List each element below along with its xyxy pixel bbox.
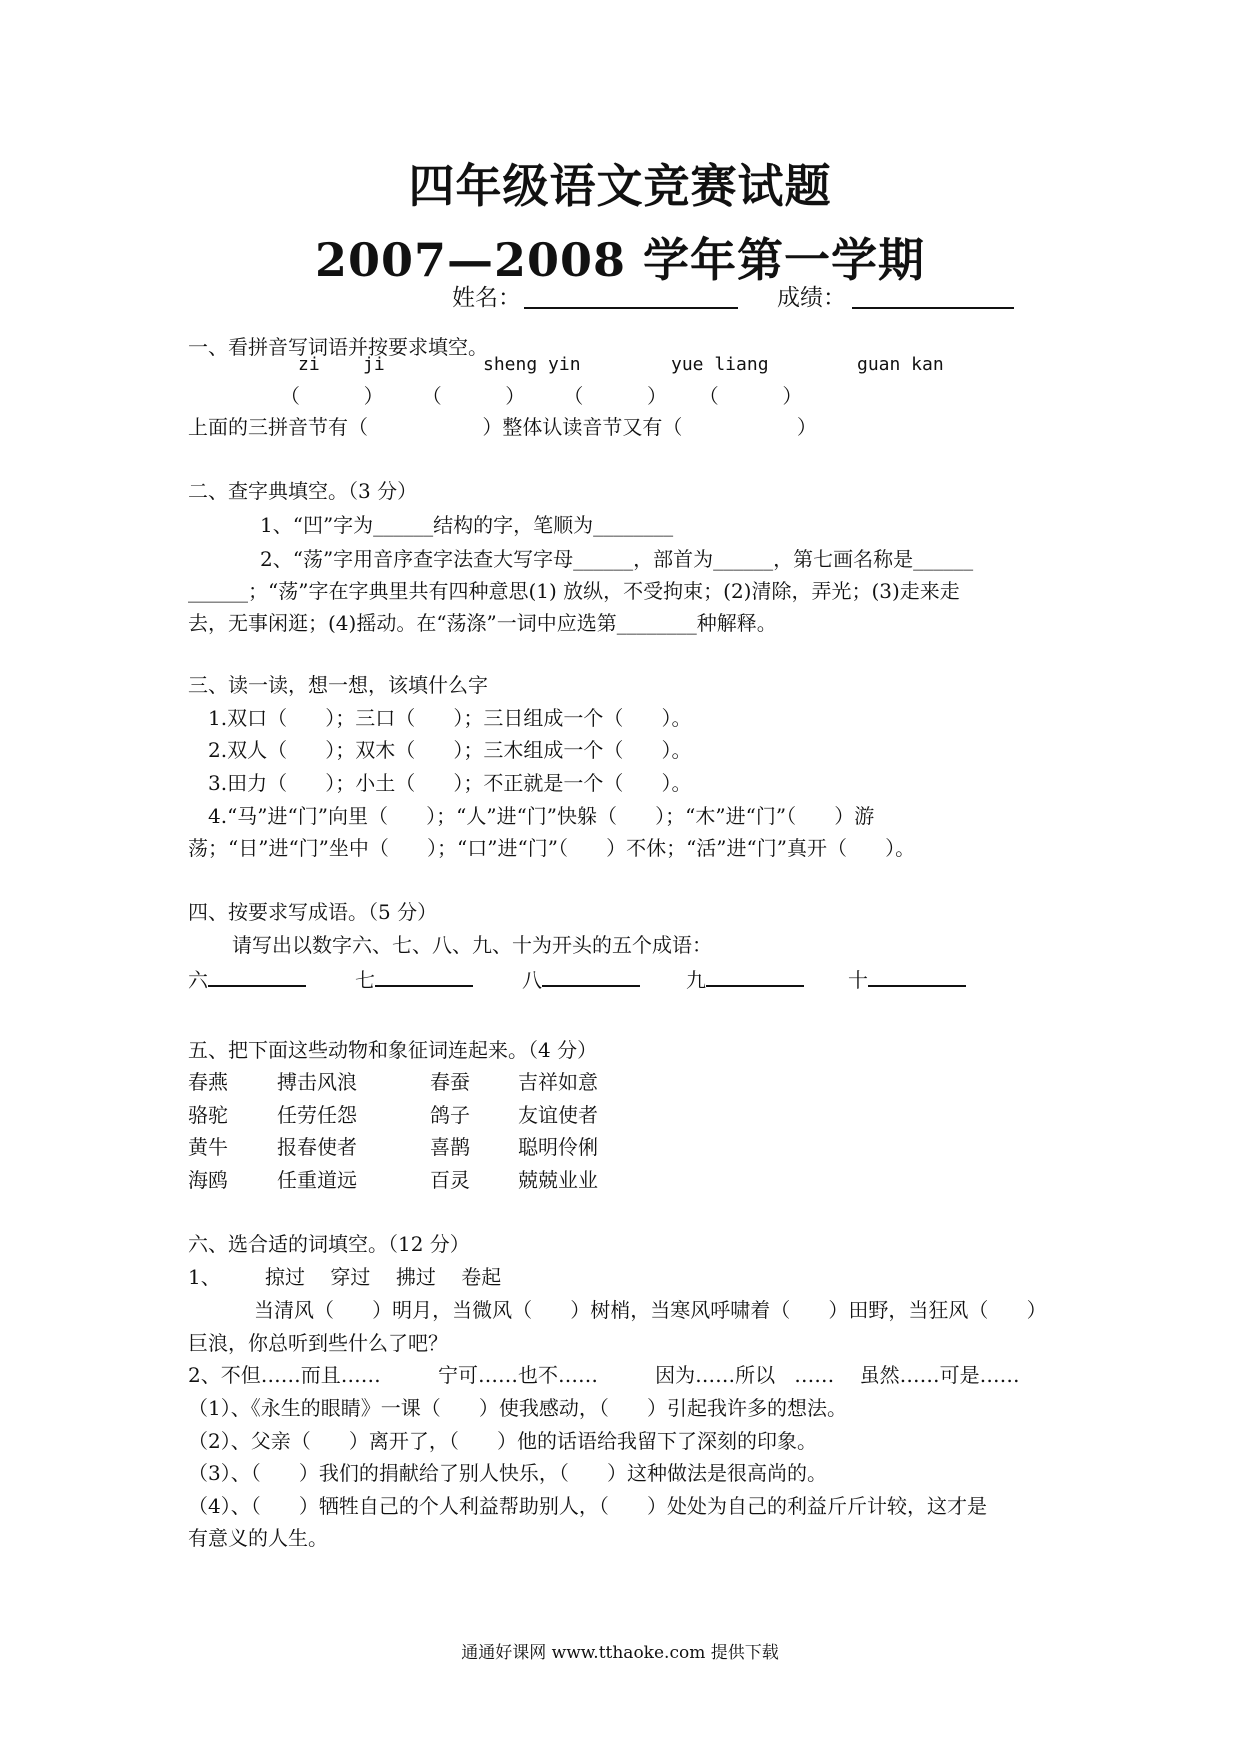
- fill-q2-item-3: （3）、（ ）我们的捐献给了别人快乐，（ ）这种做法是很高尚的。: [188, 1461, 828, 1485]
- idiom-six: 六: [188, 963, 306, 995]
- section-5-heading: 五、把下面这些动物和象征词连起来。（4 分）: [188, 1038, 598, 1062]
- exam-page: 四年级语文竞赛试题 2007—2008 学年第一学期 姓名： 成绩： 一、看拼音写词语并按要求填空。 zi ji sheng yin yue liang guan kan （ ） （ ） （ ） （ ） 上面的三拼音节有（ ）整体认读音节又有（ ） 二、查字典填空。（3 分） 1、“凹”字为______结构的字，笔顺为________ 2、“荡”字用音序查字法查大写字母______，部首为______，第七画名称是______ ______；“荡”字在字典里共有四种意思(1) 放纵，不受拘束；(2)清除，弄光；(3)走来走 去，无事闲逛；(4)摇动。在“荡涤”一词中应选第________种解释。 三、读一读，想一想，该填什么字 1.双口（ ）；三口（ ）；三日组成一个（ ）。 2.双人（ ）；双木（ ）；三木组成一个（ ）。 3.田力（ ）；小土（ ）；不正就是一个（ ）。 4.“马”进“门”向里（ ）；“人”进“门”快躲（ ）；“木”进“门”（ ）游 荡；“日”进“门”坐中（ ）；“口”进“门”（ ）不休；“活”进“门”真开（ ）。 四、按要求写成语。（5 分） 请写出以数字六、七、八、九、十为开头的五个成语： 六 七 八 九 十 五、把下面这些动物和象征词连起来。（4 分） 春燕 搏击风浪 春蚕 吉祥如意 骆驼 任劳任怨 鸽子 友谊使者 黄牛 报春使者 喜鹊 聪明伶俐 海鸥 任重道远 百灵 兢兢业业 六、选合适的词填空。（12 分） 1、 掠过 穿过 拂过 卷起 当清风（ ）明月，当微风（ ）树梢，当寒风呼啸着（ ）田野，当狂风（ ） 巨浪，你总听到些什么了吧？ 2、不但……而且…… 宁可……也不…… 因为……所以 …… 虽然……可是…… （1）、《永生的眼睛》一课（ ）使我感动，（ ）引起我许多的想法。 （2）、父亲（ ）离开了，（ ）他的话语给我留下了深刻的印象。 （3）、（ ）我们的捐献给了别人快乐，（ ）这种做法是很高尚的。 （4）、（ ）牺牲自己的个人利益帮助别人，（ ）处处为自己的利益斤斤计较，这才是 有意义的人生。 通通好课网 www.tthaoke.com 提供下载: [0, 0, 1240, 1754]
- name-label: 姓名：: [452, 285, 521, 311]
- section-4-heading: 四、按要求写成语。（5 分）: [188, 900, 438, 924]
- pinyin-3: yue liang: [671, 354, 769, 375]
- riddle-1: 1.双口（ ）；三口（ ）；三日组成一个（ ）。: [208, 706, 692, 730]
- pinyin-2: sheng yin: [483, 354, 581, 375]
- pinyin-1: zi ji: [298, 354, 385, 375]
- fill-q1-sentence-line2: 巨浪，你总听到些什么了吧？: [188, 1331, 448, 1355]
- idiom-nine: 九: [686, 963, 804, 995]
- dictionary-q2-line3: 去，无事闲逛；(4)摇动。在“荡涤”一词中应选第________种解释。: [188, 611, 777, 635]
- fill-q1-label: 1、: [188, 1265, 221, 1289]
- fill-q2-item-1: （1）、《永生的眼睛》一课（ ）使我感动，（ ）引起我许多的想法。: [188, 1396, 848, 1420]
- section-2-heading: 二、查字典填空。（3 分）: [188, 479, 418, 503]
- section-6-heading: 六、选合适的词填空。（12 分）: [188, 1232, 470, 1256]
- page-subtitle: 2007—2008 学年第一学期: [314, 233, 926, 287]
- idiom-ten: 十: [848, 963, 966, 995]
- fill-q2-item-2: （2）、父亲（ ）离开了，（ ）他的话语给我留下了深刻的印象。: [188, 1429, 818, 1453]
- pinyin-4: guan kan: [857, 354, 944, 375]
- page-title: 四年级语文竞赛试题: [408, 159, 832, 213]
- riddle-4: 4.“马”进“门”向里（ ）；“人”进“门”快躲（ ）；“木”进“门”（ ）游: [208, 804, 875, 828]
- score-label: 成绩：: [777, 285, 846, 311]
- riddle-4-line2: 荡；“日”进“门”坐中（ ）；“口”进“门”（ ）不休；“活”进“门”真开（ ）。: [188, 836, 916, 860]
- idiom-eight: 八: [522, 963, 640, 995]
- dictionary-q2: 2、“荡”字用音序查字法查大写字母______，部首为______，第七画名称是______: [260, 547, 974, 571]
- dictionary-q1: 1、“凹”字为______结构的字，笔顺为________: [260, 513, 674, 537]
- riddle-2: 2.双人（ ）；双木（ ）；三木组成一个（ ）。: [208, 738, 692, 762]
- fill-q1-words: 掠过 穿过 拂过 卷起: [265, 1265, 502, 1289]
- fill-q1-sentence: 当清风（ ）明月，当微风（ ）树梢，当寒风呼啸着（ ）田野，当狂风（ ）: [254, 1298, 1047, 1322]
- idiom-seven: 七: [355, 963, 473, 995]
- fill-q2-conjunctions: 2、不但……而且…… 宁可……也不…… 因为……所以 …… 虽然……可是……: [188, 1363, 1020, 1387]
- page-footer: 通通好课网 www.tthaoke.com 提供下载: [461, 1643, 779, 1663]
- riddle-3: 3.田力（ ）；小土（ ）；不正就是一个（ ）。: [208, 771, 692, 795]
- section-1-heading: 一、看拼音写词语并按要求填空。: [188, 335, 488, 359]
- name-field[interactable]: [524, 285, 738, 309]
- syllable-question: 上面的三拼音节有（ ）整体认读音节又有（ ）: [188, 415, 817, 439]
- score-field[interactable]: [852, 285, 1014, 309]
- fill-q2-item-4: （4）、（ ）牺牲自己的个人利益帮助别人，（ ）处处为自己的利益斤斤计较，这才是: [188, 1494, 988, 1518]
- idiom-instructions: 请写出以数字六、七、八、九、十为开头的五个成语：: [232, 933, 712, 957]
- section-3-heading: 三、读一读，想一想，该填什么字: [188, 673, 488, 697]
- dictionary-q2-line2: ______；“荡”字在字典里共有四种意思(1) 放纵，不受拘束；(2)清除，弄光；(3)走来走: [188, 579, 960, 603]
- fill-q2-item-4-line2: 有意义的人生。: [188, 1526, 328, 1550]
- pinyin-answer-parens: （ ） （ ） （ ） （ ）: [280, 384, 803, 408]
